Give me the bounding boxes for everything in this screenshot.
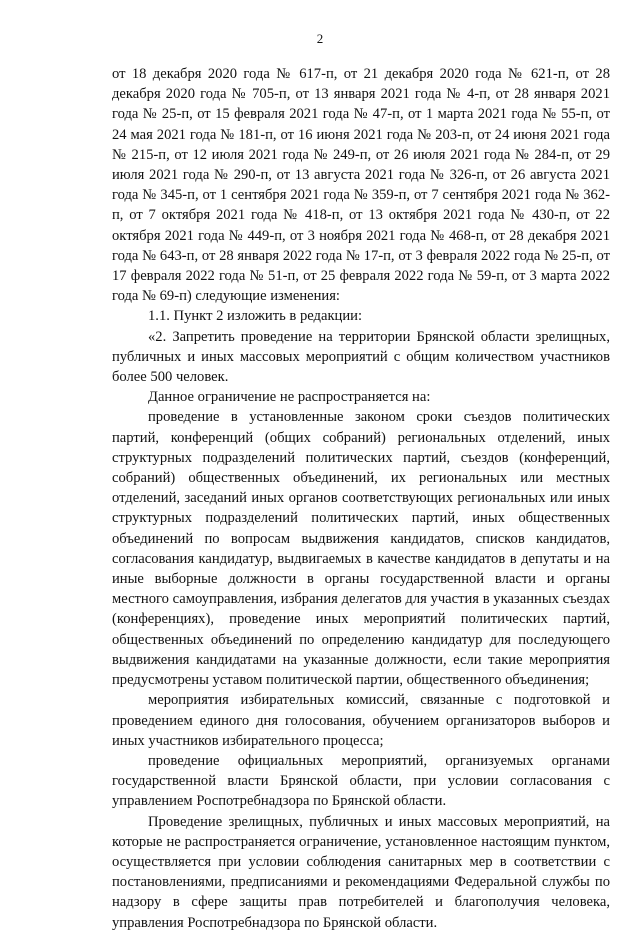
paragraph-exception-intro: Данное ограничение не распространяется на: [148,389,431,406]
paragraph-item-1-1: 1.1. Пункт 2 изложить в редакции: [148,308,363,325]
paragraph-exception-official-events: проведение официальных мероприятий, организуемых органами государственной власти Брянской области, при условии согласования с управлением Роспотребнадзора по Брянской области. [112,752,610,810]
paragraph-exception-election-commissions: мероприятия избирательных комиссий, связанные с подготовкой и проведением единого дня голосования, обучением организаторов выборов и иных участников избирательного процесса; [112,692,610,749]
paragraph-resolutions-list: от 18 декабря 2020 года № 617-п, от 21 декабря 2020 года № 621-п, от 28 декабря 2020 года № 705-п, от 13 января 2021 года № 4-п, от 28 января 2021 года № 25-п, от 15 февраля 2021 года № 47-п, от 1 марта 2021 года № 55-п, от 24 мая 2021 года № 181-п, от 16 июня 2021 года № 203-п, от 24 июня 2021 года № 215-п, от 12 июля 2021 года № 249-п, от 26 июля 2021 года № 284-п, от 29 июля 2021 года № 290-п, от 13 августа 2021 года № 326-п, от 26 августа 2021 года № 345-п, от 1 сентября 2021 года № 359-п, от 7 сентября 2021 года № 362-п, от 7 октября 2021 года № 418-п, от 13 октября 2021 года № 430-п, от 22 октября 2021 года № 449-п, от 3 ноября 2021 года № 468-п, от 28 декабря 2021 года № 643-п, от 28 января 2022 года № 17-п, от 3 февраля 2022 года № 25-п, от 17 февраля 2022 года № 51-п, от 25 февраля 2022 года № 59-п, от 3 марта 2022 года № 69-п) следующие изменения: [112,66,610,305]
paragraph-item-2-ban: «2. Запретить проведение на территории Брянской области зрелищных, публичных и иных массовых мероприятий с общим количеством участников более 500 человек. [112,328,610,386]
document-body [112,64,610,933]
paragraph-exception-political: проведение в установленные законом сроки съездов политических партий, конференций (общих собраний) региональных отделений, иных структурных подразделений политических партий, съездов (конференций, собраний) общественных объединений, их региональных или местных отделений, заседаний иных органов соответствующих региональных или иных структурных подразделений политических партий, иных общественных объединений по вопросам выдвижения кандидатов, списков кандидатов, согласования кандидатур, выдвигаемых в качестве кандидатов в депутаты и на иные выборные должности в органы государственной власти и органы местного самоуправления, избрания делегатов для участия в указанных съездах (конференциях), проведение иных мероприятий политических партий, общественных объединений по определению кандидатур для последующего выдвижения кандидатами на указанные должности, если такие мероприятия предусмотрены уставом политической партии, общественного объединения; [112,409,610,689]
page-number: 2 [316,31,324,46]
paragraph-sanitary-conditions: Проведение зрелищных, публичных и иных массовых мероприятий, на которые не распространяется ограничение, установленное настоящим пунктом, осуществляется при условии соблюдения санитарных мер в соответствии с постановлениями, предписаниями и рекомендациями Федеральной службы по надзору в сфере защиты прав потребителей и благополучия человека, управления Роспотребнадзора по Брянской области. [112,813,610,931]
